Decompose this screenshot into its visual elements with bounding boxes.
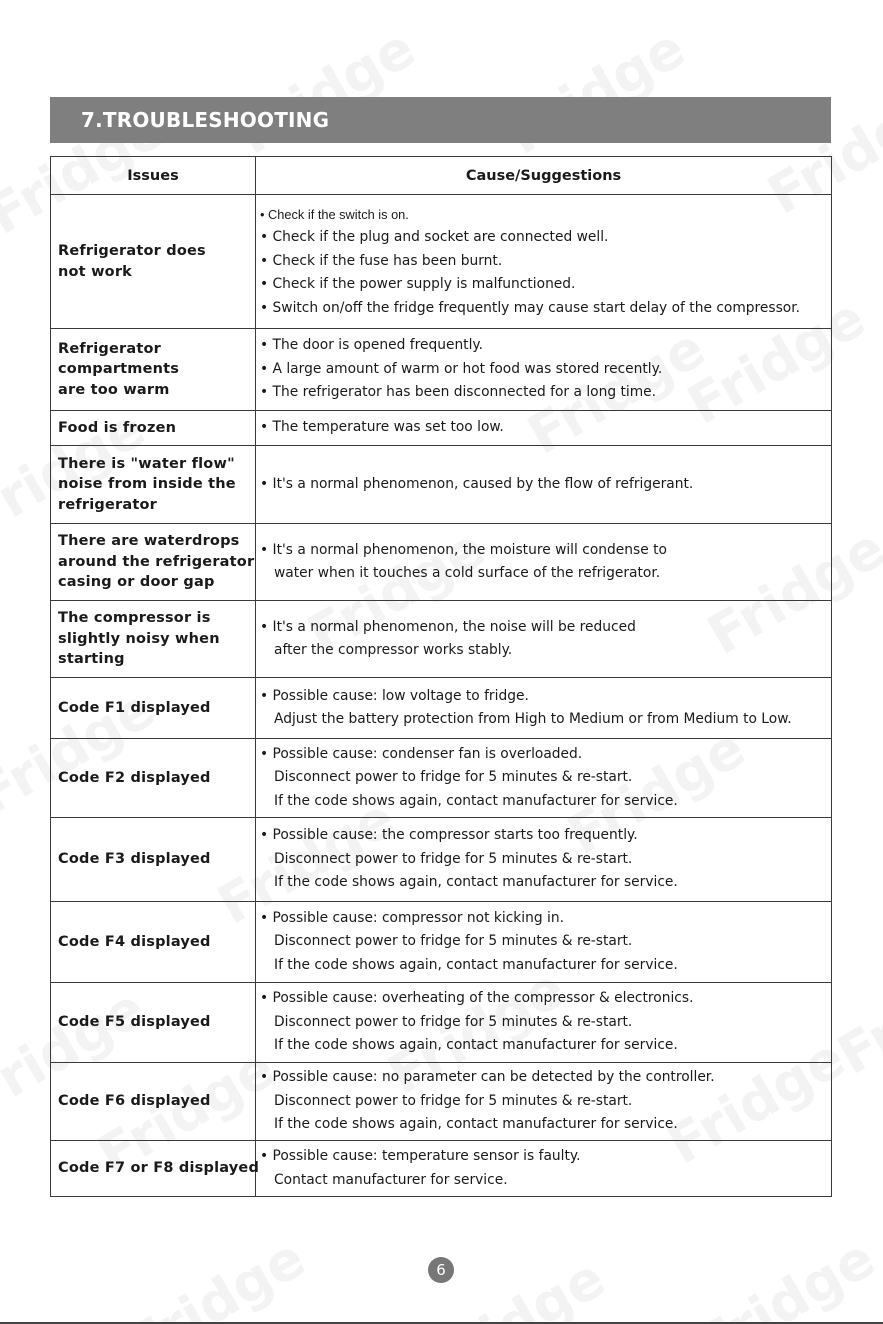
- issue-text: Code F4 displayed: [58, 933, 211, 950]
- cause-line: • It's a normal phenomenon, caused by the flow of refrigerant.: [260, 475, 694, 492]
- watermark-text: [227, 16, 425, 167]
- table-row: [51, 446, 832, 524]
- table-body: [51, 195, 832, 1197]
- table-row: [51, 678, 832, 739]
- table-row: [51, 902, 832, 983]
- issue-text: Refrigerator: [58, 340, 162, 357]
- cause-cell: [256, 411, 832, 446]
- cause-line: • Possible cause: condenser fan is overloaded.: [260, 745, 583, 762]
- page-number-badge: [428, 1257, 454, 1283]
- issue-cell: [51, 1141, 260, 1197]
- table-row: [51, 1141, 832, 1197]
- table-header-row: [51, 157, 832, 195]
- issue-cell: [51, 524, 256, 601]
- cause-line: • A large amount of warm or hot food was stored recently.: [260, 360, 663, 377]
- cause-line: If the code shows again, contact manufacturer for service.: [274, 1116, 678, 1133]
- issue-cell: [51, 411, 256, 446]
- header-issues: Issues: [51, 157, 256, 195]
- table-row: [51, 601, 832, 678]
- issue-text: are too warm: [58, 381, 170, 398]
- table-row: [51, 195, 832, 329]
- header-causes: Cause/Suggestions: [256, 157, 832, 195]
- cause-line: • Switch on/off the fridge frequently may cause start delay of the compressor.: [260, 299, 801, 316]
- cause-line: If the code shows again, contact manufacturer for service.: [274, 956, 678, 973]
- issue-cell: [51, 818, 256, 902]
- cause-line: Disconnect power to fridge for 5 minutes & re-start.: [274, 850, 633, 867]
- issue-text: Code F6 displayed: [58, 1093, 211, 1110]
- issue-text: around the refrigerator: [58, 553, 255, 570]
- issue-cell: [51, 195, 256, 329]
- issue-text: Code F7 or F8 displayed: [58, 1160, 260, 1177]
- issue-text: Refrigerator does: [58, 243, 206, 259]
- cause-line: • Check if the fuse has been burnt.: [260, 252, 503, 269]
- cause-cell: [256, 902, 832, 983]
- cause-cell: [256, 739, 832, 818]
- issue-text: Food is frozen: [58, 419, 177, 436]
- issue-text: Code F2 displayed: [58, 769, 211, 786]
- issue-text: compartments: [58, 361, 180, 378]
- watermark-text: [117, 1226, 315, 1324]
- cause-cell: [256, 983, 832, 1063]
- issue-cell: [51, 678, 256, 739]
- watermark-text: [827, 936, 883, 1087]
- cause-cell: [256, 818, 832, 902]
- cause-line: • Possible cause: the compressor starts too frequently.: [260, 827, 638, 844]
- issue-text: There are waterdrops: [58, 533, 240, 550]
- cause-line: • Check if the power supply is malfunctioned.: [260, 276, 576, 293]
- cause-cell: [256, 446, 832, 524]
- cause-line: after the compressor works stably.: [274, 642, 513, 658]
- issue-text: Code F1 displayed: [58, 699, 211, 716]
- cause-line: • Check if the switch is on.: [260, 206, 409, 222]
- issue-text: starting: [58, 651, 125, 668]
- table-row: [51, 524, 832, 601]
- section-title-banner: [50, 97, 831, 143]
- issue-cell: [51, 983, 256, 1063]
- cause-line: • The door is opened frequently.: [260, 337, 484, 354]
- cause-cell: [256, 524, 832, 601]
- watermark-text: [497, 16, 695, 167]
- cause-cell: [256, 601, 832, 678]
- cause-line: • The temperature was set too low.: [260, 419, 504, 436]
- table-row: [51, 818, 832, 902]
- cause-line: If the code shows again, contact manufacturer for service.: [274, 792, 678, 809]
- page-number: 6: [436, 1261, 446, 1279]
- issue-text: slightly noisy when: [58, 630, 220, 647]
- cause-line: If the code shows again, contact manufacturer for service.: [274, 1037, 678, 1054]
- table-row: [51, 329, 832, 411]
- cause-line: If the code shows again, contact manufacturer for service.: [274, 874, 678, 891]
- cause-line: • Possible cause: low voltage to fridge.: [260, 687, 529, 704]
- issue-text: not work: [58, 263, 133, 280]
- cause-cell: [256, 195, 832, 329]
- cause-cell: [256, 678, 832, 739]
- cause-cell: [256, 329, 832, 411]
- cause-line: • Possible cause: overheating of the compressor & electronics.: [260, 990, 694, 1007]
- cause-line: • It's a normal phenomenon, the moisture will condense to: [260, 541, 667, 558]
- cause-line: • It's a normal phenomenon, the noise will be reduced: [260, 618, 636, 635]
- cause-line: Disconnect power to fridge for 5 minutes & re-start.: [274, 1013, 633, 1030]
- issue-cell: [51, 446, 256, 524]
- issue-text: casing or door gap: [58, 574, 215, 591]
- cause-cell: [256, 1141, 832, 1197]
- cause-line: Contact manufacturer for service.: [274, 1171, 508, 1188]
- issue-text: refrigerator: [58, 496, 158, 513]
- section-title: 7.TROUBLESHOOTING: [81, 108, 330, 132]
- issue-cell: [51, 739, 256, 818]
- issue-text: The compressor is: [58, 610, 211, 627]
- table-row: [51, 1063, 832, 1141]
- table-row: [51, 983, 832, 1063]
- cause-line: Disconnect power to fridge for 5 minutes & re-start.: [274, 769, 633, 786]
- issue-text: Code F5 displayed: [58, 1014, 211, 1031]
- troubleshooting-table: [50, 156, 832, 1197]
- cause-line: • Possible cause: no parameter can be detected by the controller.: [260, 1069, 715, 1086]
- cause-cell: [256, 1063, 832, 1141]
- issue-text: Code F3 displayed: [58, 851, 211, 868]
- issue-cell: [51, 601, 256, 678]
- table-row: [51, 739, 832, 818]
- cause-line: water when it touches a cold surface of the refrigerator.: [274, 565, 661, 581]
- issue-text: There is "water flow": [58, 455, 235, 472]
- cause-line: Disconnect power to fridge for 5 minutes & re-start.: [274, 1092, 633, 1109]
- watermark-text: [687, 1226, 883, 1324]
- cause-line: • The refrigerator has been disconnected for a long time.: [260, 384, 657, 401]
- issue-cell: [51, 1063, 256, 1141]
- cause-line: Adjust the battery protection from High to Medium or from Medium to Low.: [274, 711, 792, 727]
- cause-line: • Possible cause: temperature sensor is faulty.: [260, 1148, 581, 1164]
- cause-line: • Check if the plug and socket are connected well.: [260, 229, 609, 246]
- cause-line: Disconnect power to fridge for 5 minutes & re-start.: [274, 933, 633, 950]
- issue-text: noise from inside the: [58, 476, 236, 493]
- table-row: [51, 411, 832, 446]
- issue-cell: [51, 902, 256, 983]
- cause-line: • Possible cause: compressor not kicking in.: [260, 909, 564, 926]
- issue-cell: [51, 329, 256, 411]
